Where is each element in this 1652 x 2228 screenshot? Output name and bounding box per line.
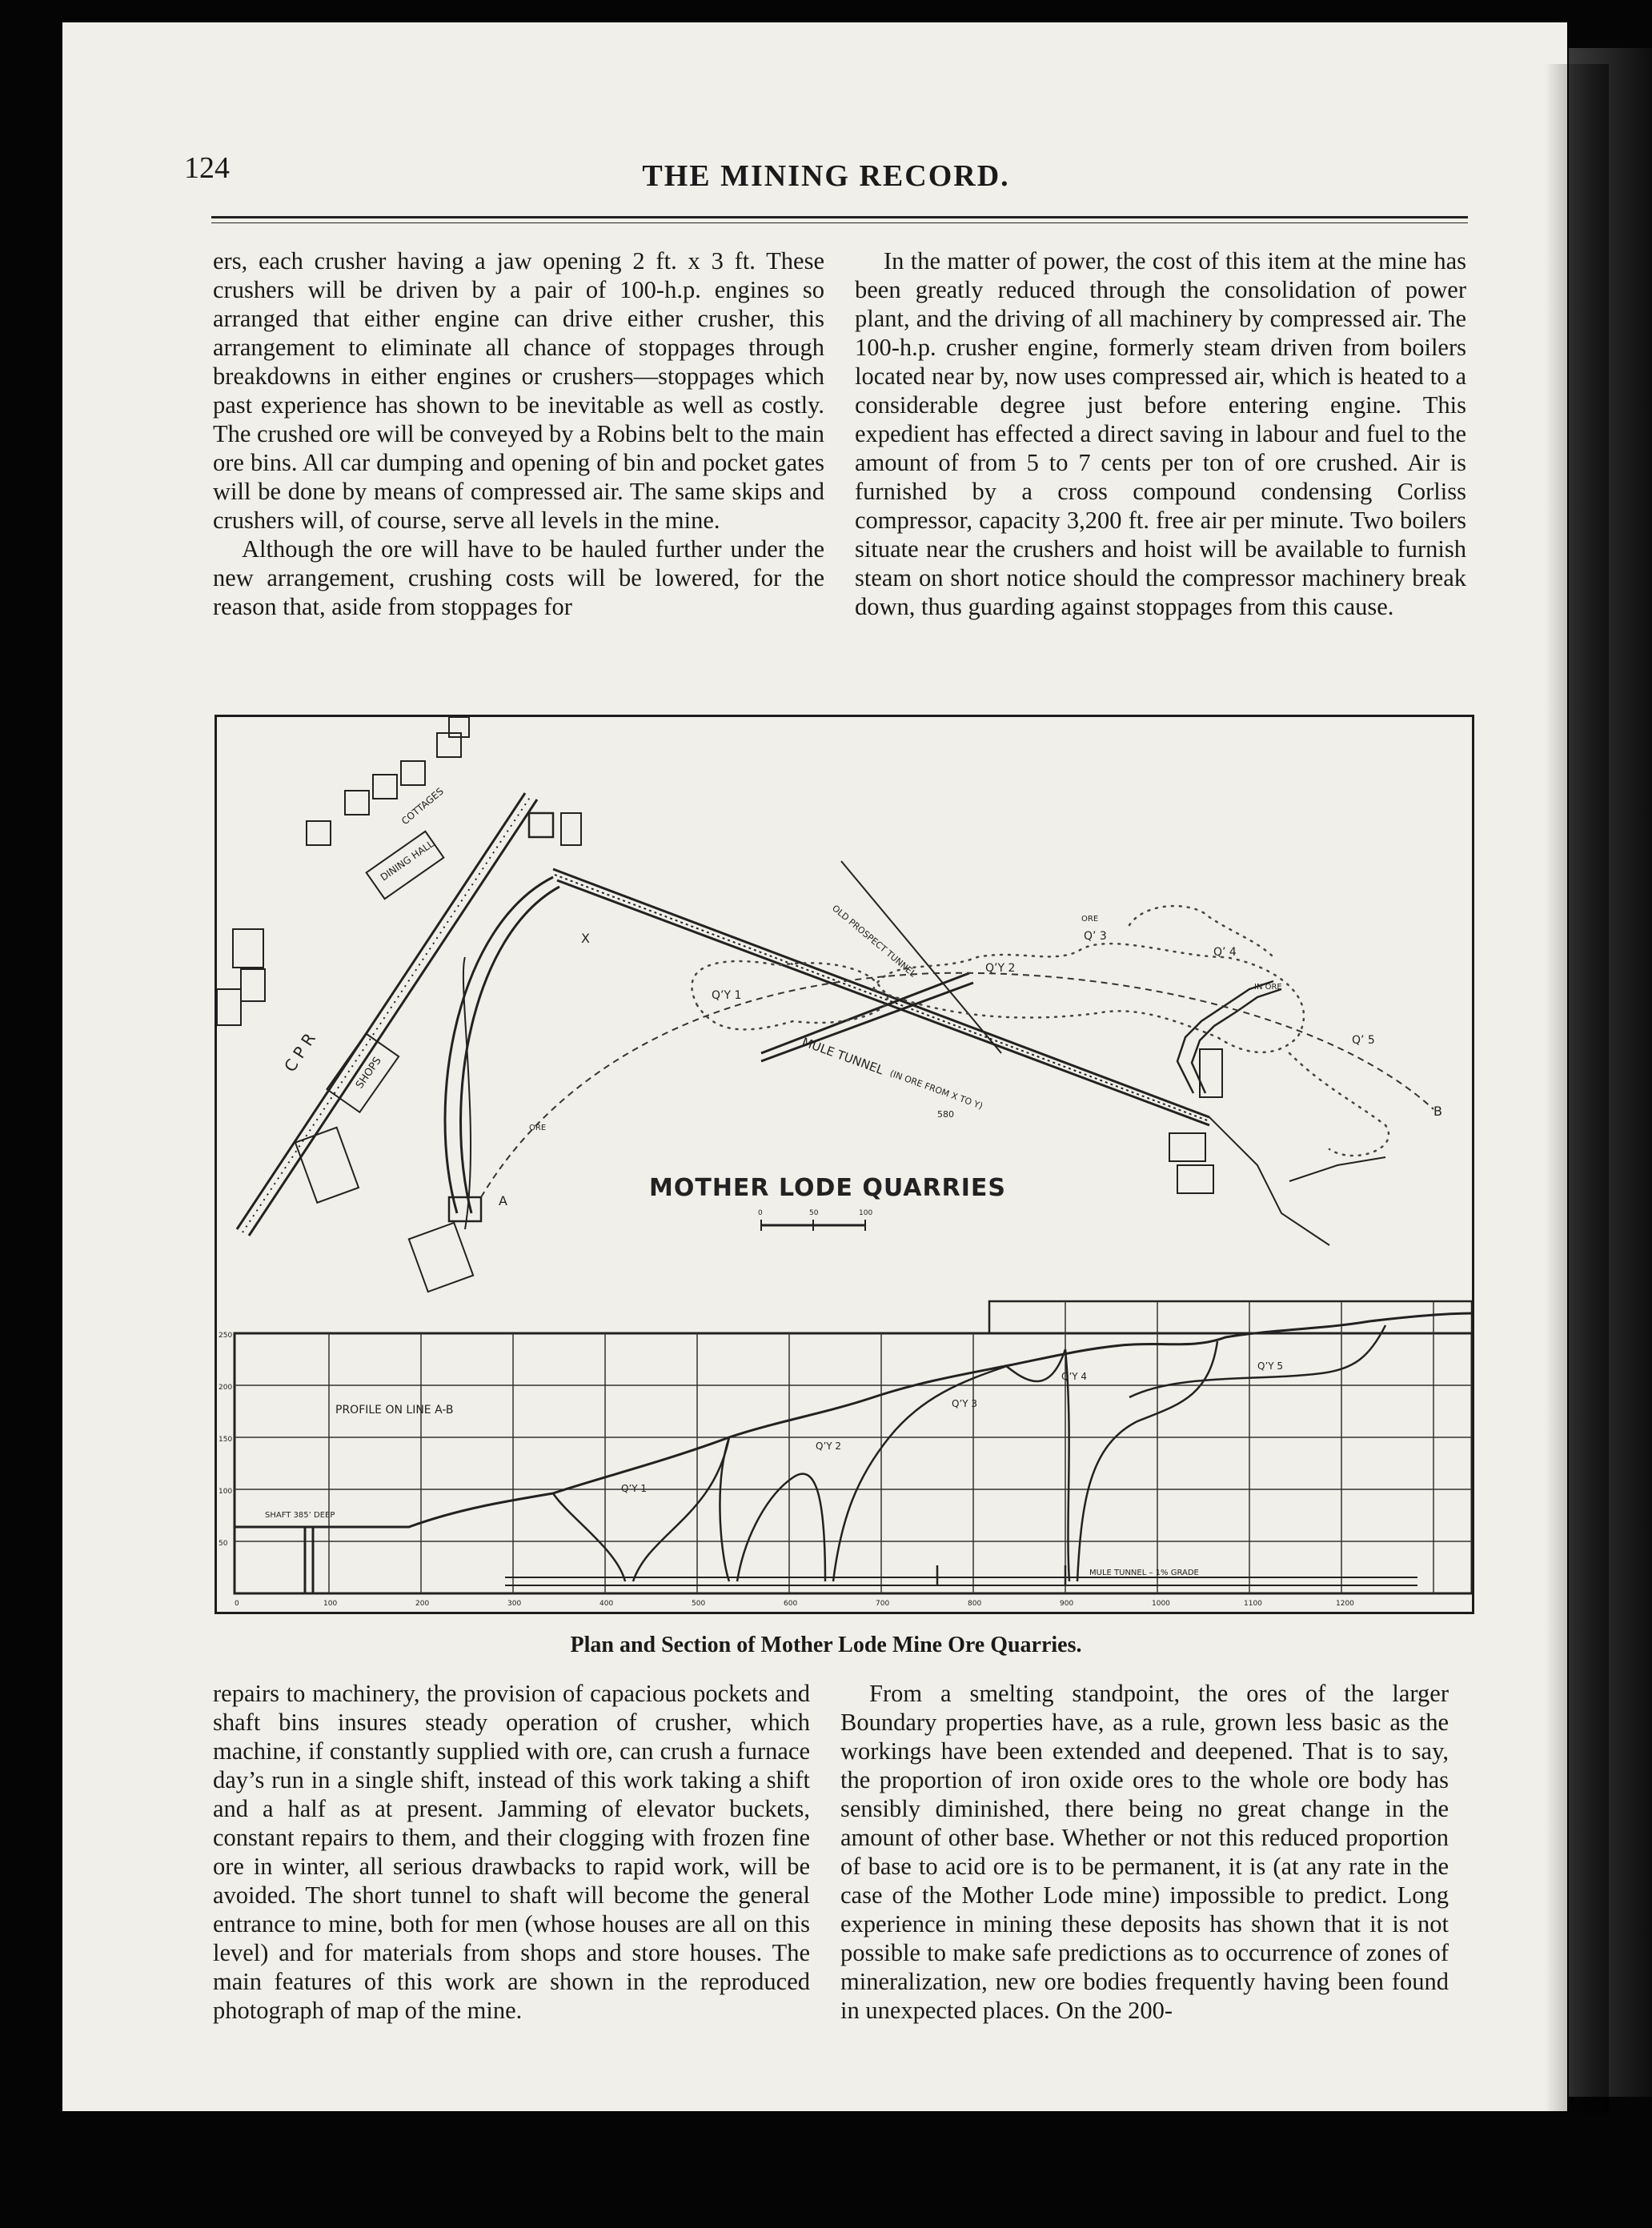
distance-tick: 800 <box>968 1600 982 1608</box>
dining-hall-label: DINING HALL <box>378 838 436 884</box>
page-number: 124 <box>184 151 230 185</box>
in-ore-label: (IN ORE FROM X TO Y) <box>888 1068 984 1112</box>
quarry-3-label: Q’ 3 <box>1084 930 1107 943</box>
figure-frame <box>215 715 1474 1614</box>
distance-tick-labels <box>235 1600 1354 1608</box>
cpr-label: C P R <box>280 1029 319 1076</box>
running-head: THE MINING RECORD. <box>642 159 1010 193</box>
scale-bar <box>761 1220 865 1231</box>
mule-tunnel <box>553 869 1209 1125</box>
column-top-right <box>855 246 1466 621</box>
paragraph: In the matter of power, the cost of this item at the mine has been greatly reduced through the consolidation of power plant, and the driving of all machinery by compressed air. The 100-h.p. crusher engine, formerly steam driven from boilers located near by, now uses compressed air, which is heated to a considerable degree just before entering engine. This expedient has effected a direct saving in labour and fuel to the amount of from 5 to 7 cents per ton of ore crushed. Air is furnished by a cross compound condensing Corliss compressor, capacity 3,200 ft. free air per minute. Two boilers situate near the crushers and hoist will be available to furnish steam on short notice should the compressor machinery break down, thus guarding against stoppages from this cause. <box>855 247 1466 620</box>
distance-tick: 200 <box>415 1600 430 1608</box>
mule-tunnel-label: MULE TUNNEL <box>800 1034 886 1078</box>
shaft-label: SHAFT 385’ DEEP <box>265 1511 335 1520</box>
profile-label: PROFILE ON LINE A-B <box>335 1404 454 1417</box>
elevation-tick-labels <box>219 1332 232 1548</box>
profile-grid <box>235 1301 1472 1593</box>
railway-track <box>237 793 537 1236</box>
distance-tick: 1000 <box>1152 1600 1170 1608</box>
point-a-label: A <box>499 1193 507 1208</box>
paragraph: repairs to machinery, the provision of capacious pockets and shaft bins insures steady operation of crusher, which machine, if constantly supplied with ore, can crush a furnace day’s run in a single shift, instead of this work taking a shift and a half as at present. Jamming of elevator buckets, constant repairs to them, and their clogging with frozen fine ore in winter, all serious drawbacks to rapid work, will be avoided. The short tunnel to shaft will become the general entrance to mine, both for men (whose houses are all on this level) and for materials from shops and store houses. The main features of this work are shown in the reproduced photograph of map of the mine. <box>213 1680 810 2024</box>
column-bottom-left <box>213 1679 810 2025</box>
page-gutter-shadow <box>1545 64 1609 2113</box>
figure-caption: Plan and Section of Mother Lode Mine Ore Quarries. <box>570 1633 1082 1657</box>
paragraph: Although the ore will have to be hauled further under the new arrangement, crushing costs will be lowered, for the reason that, aside from stoppages for <box>213 535 824 620</box>
profile-tunnel <box>305 1527 1417 1593</box>
section-quarry-2-label: Q’Y 2 <box>816 1441 842 1452</box>
section-quarry-5-label: Q’Y 5 <box>1257 1360 1284 1372</box>
column-top-left <box>213 246 824 621</box>
distance-tick: 300 <box>507 1600 522 1608</box>
mine-map <box>217 717 1472 1612</box>
section-quarry-3-label: Q’Y 3 <box>952 1398 978 1409</box>
distance-tick: 500 <box>692 1600 706 1608</box>
cottages-icons <box>307 717 469 845</box>
distance-tick: 0 <box>235 1600 239 1608</box>
cottages-label: COTTAGES <box>399 785 446 827</box>
sheds-icons <box>217 929 265 1025</box>
quarry-4-label: Q’ 4 <box>1213 946 1237 959</box>
tunnel-length-label: 580 <box>937 1109 954 1120</box>
paragraph: From a smelting standpoint, the ores of the larger Boundary properties have, as a rule, grown less basic as the workings have been extended and deepened. That is to say, the proportion of iron oxide ores to the whole ore body has sensibly diminished, there being no great change in the amount of other base. Whether or not this reduced proportion of base to acid ore is to be permanent, it is (at any rate in the case of the Mother Lode mine) impossible to predict. Long experience in mining these deposits has shown that it is not possible to make safe predictions as to occurrence of zones of mineralization, new ore bodies frequently having been found in unexpected places. On the 200- <box>840 1680 1449 2024</box>
section-quarry-1-label: Q’Y 1 <box>621 1483 648 1494</box>
quarry-5-label: Q’ 5 <box>1352 1034 1375 1047</box>
mule-tunnel-grade-label: MULE TUNNEL – 1% GRADE <box>1089 1569 1199 1577</box>
profile-ground-line <box>235 1313 1472 1527</box>
elevation-tick: 100 <box>219 1488 233 1496</box>
distance-tick: 1200 <box>1336 1600 1354 1608</box>
distance-tick: 100 <box>323 1600 338 1608</box>
spur-tracks <box>445 877 559 1229</box>
paragraph: ers, each crusher having a jaw opening 2 ft. x 3 ft. These crushers will be driven by a pair of 100-h.p. engines so arranged that either engine can drive either crusher, this arrangement to eliminate all chance of stoppages through breakdowns in either engines or crushers—stoppages which past experience has shown to be inevitable as well as costly. The crushed ore will be conveyed by a Robins belt to the main ore bins. All car dumping and opening of bin and pocket gates will be done by means of compressed air. The same skips and crushers will, of course, serve all levels in the mine. <box>213 247 824 534</box>
quarry-outlines <box>692 906 1389 1156</box>
ore-label-left: ORE <box>529 1124 547 1132</box>
distance-tick: 600 <box>784 1600 798 1608</box>
elevation-tick: 200 <box>219 1384 233 1392</box>
header-rule-top <box>211 216 1468 218</box>
in-ore-label-2: IN ORE <box>1254 983 1282 992</box>
elevation-tick: 150 <box>219 1436 233 1444</box>
quarry-1-label: Q’Y 1 <box>712 989 742 1002</box>
elevation-tick: 250 <box>219 1332 233 1340</box>
old-prospect-label: OLD PROSPECT TUNNEL <box>830 903 918 980</box>
section-quarry-4-label: Q’Y 4 <box>1061 1371 1088 1382</box>
point-b-label: B <box>1433 1104 1442 1119</box>
map-title: MOTHER LODE QUARRIES <box>649 1174 1006 1202</box>
point-x-label: X <box>581 931 590 946</box>
scale-label-50: 50 <box>809 1209 819 1217</box>
scale-label-0: 0 <box>758 1209 763 1217</box>
shops-label: SHOPS <box>353 1055 384 1092</box>
distance-tick: 900 <box>1060 1600 1074 1608</box>
quarry-2-label: Q’Y 2 <box>985 962 1016 975</box>
scale-label-100: 100 <box>859 1209 873 1217</box>
distance-tick: 400 <box>599 1600 614 1608</box>
distance-tick: 700 <box>876 1600 890 1608</box>
distance-tick: 1100 <box>1244 1600 1262 1608</box>
header-rule-bottom <box>211 222 1468 223</box>
section-line-ab <box>481 973 1433 1197</box>
elevation-tick: 50 <box>219 1540 228 1548</box>
column-bottom-right <box>840 1679 1449 2025</box>
ore-label: ORE <box>1081 915 1099 924</box>
